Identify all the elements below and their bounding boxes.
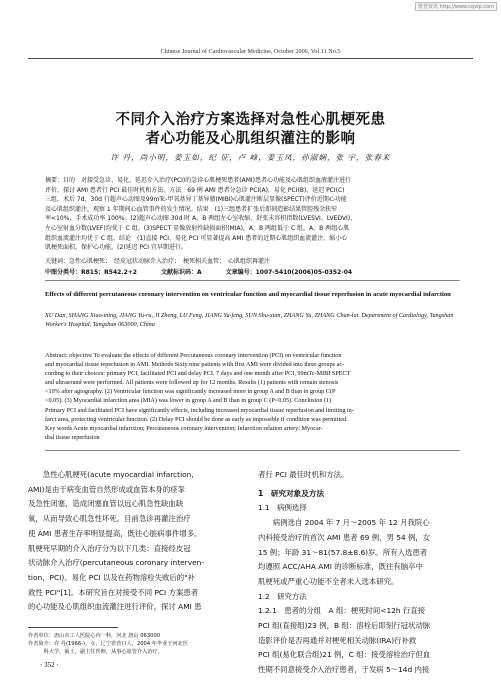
body-line: 肌梗死早期的介入治疗分为以下几类：直接经皮冠 [28, 543, 191, 553]
body-line: 救性 PCI"[1]。本研究旨在对接受不同 PCI 方案患者 [28, 587, 199, 597]
abstract-line: 摘要：目的 对接受急诊、易化、延迟介入治疗(PCI)的急诊心肌梗死患者(AMI)患者心功能及心肌组织血液灌注进行 [45, 177, 351, 184]
page-number: · 352 · [40, 661, 59, 669]
body-line: 氧，从而导致心肌急性坏死。目前急诊再灌注治疗 [28, 514, 191, 524]
left-column [28, 468, 243, 615]
watermark-stamp: 维普资讯 http://www.cqvip.com [415, 2, 497, 11]
footnote-line: 作者单位：唐山市工人医院心内一科，河北 唐山 063000 [28, 633, 161, 639]
abstract-line: farct area, protecting ventricular function. (2) Delay PCI should be done as early as impossible if condition was permitted. [45, 415, 348, 423]
footnote [28, 632, 238, 656]
abstract-line: and ultrasound were performed. All patients were followed up for 12 months. Results (1) patients with remain stenosis [45, 379, 339, 387]
header-rule [28, 58, 473, 59]
right-column [258, 468, 473, 678]
keywords-cn: 关键词：急性心肌梗死； 经皮冠状动脉介入治疗； 梗死相关血管； 心肌组织再灌注 [45, 258, 271, 265]
section-rule [45, 280, 460, 281]
body-line: 状动脉介入治疗(percutaneous coronary interven- [28, 558, 204, 568]
body-line: 15 例；年龄 31～81(57.8±8.6)岁。所有入选患者 [258, 547, 428, 557]
abstract-line: 左心室射血分数(LVEF)均优于 C 组。(3)SPECT 显像放射性缺损面积(MIA)，A、B 两组低于 C 组，A、B 两组心肌 [45, 224, 350, 232]
article-title-line1: 不同介入治疗方案选择对急性心肌梗死患 [115, 112, 386, 128]
abstract-line: and myocardial tissue reperfusion in AMI. Methods Sixty nine patients with first AMI were divided into three groups ac- [45, 361, 345, 369]
section-heading: 1 研究对象及方法 [258, 488, 325, 498]
abstract-line: <0.05). (3) Myocardial infarction area (MIA) was lower in group A and B than in group C (P<0.05). Conclusion (1) [45, 397, 332, 405]
abstract-line: 评价，探讨 AMI 患者行 PCI 最佳时机和方法。方法 69 例 AMI 患者分急诊 PCI(A)，易化 PCI(B)，延迟 PCI(C) [45, 186, 345, 194]
body-line: 性期不同意接受介入治疗患者，于发病 5～14d 内接 [258, 665, 430, 675]
english-abstract [45, 351, 460, 442]
abstract-line: Key words Acute myocardial infarction; Percutaneous coronary intervention; Infarction relation artery; Myocar- [45, 424, 323, 432]
abstract-line: 组织血流灌注均优于 C 组。结论 (1)直接 PCI、易化 PCI 可显著提高 AMI 患者的近期心肌组织血流灌注、缩小心 [45, 234, 348, 242]
chinese-abstract [45, 176, 460, 253]
body-line: tion，PCI)、易化 PCI 以及在药物溶栓失败后的"补 [28, 572, 195, 582]
body-line: PCI 组(直接组)23 例，B 组：溶栓后即刻行冠状动脉 [258, 621, 431, 631]
english-title: Effects of different percutaneous coronary intervention on ventricular function and myocardial tissue reperfusion in acute myocardial infarction [45, 291, 451, 298]
body-line: 急性心肌梗死(acute myocardial infarction, [42, 470, 194, 479]
journal-header: Chinese Journal of Cardiovascular Medicine, October 2006, Vol.11 No.5 [160, 48, 341, 55]
body-line: 者行 PCI 最佳时机和方法。 [258, 470, 349, 479]
body-line: PCI 组(易化联合组)21 例，C 组：接受溶栓治疗但血 [258, 650, 431, 660]
footnote-rule [28, 627, 118, 628]
footnote-line: 科大学，硕士，副主任医师，从事心血管介入治疗。 [28, 649, 163, 655]
abstract-line: 及心肌组织灌注，观察 1 年期间心血管事件的发生情况。结果 (1)三组患者扩张后即刻造影结果管腔残余狭窄 [45, 205, 338, 213]
abstract-line: <10% after agiography. (2) Ventricular function was significantly increased more in group A and B than in group C(P [45, 388, 336, 396]
footnote-line: 作者简介：许 丹(1966-)，女，辽宁省营口人，2004 年毕业于河北医 [28, 641, 189, 647]
body-line: 内科接受治疗的首次 AMI 患者 69 例，男 54 例，女 [258, 532, 431, 542]
subsection-heading: 1.2 研究方法 [258, 591, 307, 601]
body-line: 病例选自 2004 年 7 月～2005 年 12 月我院心 [272, 518, 430, 528]
subsection-heading: 1.1 病例选择 [258, 503, 307, 513]
body-line: 肌梗死或严重心功能不全者未入选本研究。 [258, 576, 399, 586]
abstract-line: Abstract: objective To evaluate the effects of different Percutaneous coronary intervention (PCI) on ventricular function [45, 352, 342, 359]
abstract-line: cording to their choices: primary PCI, facilitated PCI and delay PCI. 7 days and one month after PCI, 99mTc-MIBI SPECT [45, 370, 351, 378]
classification-line: 中图分类号：R815；R542.2+2 文献标识码：A 文章编号：1007-5410(2006)05-0352-04 [45, 269, 353, 276]
abstract-line: 率<10%，手术成功率 100%。(2)超声心动图 30d 时 A、B 两组左心室收缩、舒张末容积指数(LVESVI、LVEDVI)、 [45, 215, 357, 223]
abstract-end-rule [45, 450, 460, 451]
body-line: 使 AMI 患者生存率明显提高，既往心脏病事件增多。 [28, 528, 202, 538]
body-line: 1.2.1 患者的分组 A 组：梗死时间<12h 行直接 [258, 606, 426, 616]
body-line: 造影评价是否再通并对梗死相关动脉(IRA)行补救 [258, 635, 417, 645]
body-line: AMI)是由于病变血管自然形成或血管本身的痉挛 [28, 484, 185, 494]
abstract-line: dial tissue reperfusion [45, 433, 100, 441]
author-list: 许 丹，尚小明，姜玉如，纪 征，卢 峰，姜玉凤，孙淑娴，张 宇，张春来 [110, 153, 391, 162]
english-authors: XU Dan, SHANG Xiao-ming, JIANG Yu-ru, JI Zheng, LU Feng, JIANG Yu-feng, SUN Shu-xian, ZHANG Yu, ZHANG Chun-lai. Department of Cardiology, Tangshan Worker's Hospital, Tangshan 063000, China [45, 312, 454, 329]
article-title-line2: 者心功能及心肌组织灌注的影响 [145, 131, 356, 147]
body-line: 及急性闭塞，造成闭塞血管以远心肌急性缺血缺 [28, 499, 184, 509]
abstract-line: Primary PCI and facilitated PCI have significantly effects, including increased myocardial tissue reperfusion and limiting in- [45, 406, 354, 414]
body-line: 的心功能及心肌组织血流灌注进行评价，探讨 AMI 患 [28, 602, 202, 612]
body-line: 均遵照 ACC/AHA AMI 的诊断标准，既往有脑卒中 [258, 562, 423, 572]
abstract-line: 三组，术后 7d、30d 行超声心动图及99mTc-甲氧基异丁基异腈(MIBI)心肌灌注断层显像(SPECT)评价近期心功能 [45, 196, 347, 204]
abstract-line: 肌梗死面积，保护心功能。(2)延迟 PCI 宜早期进行。 [45, 244, 187, 252]
